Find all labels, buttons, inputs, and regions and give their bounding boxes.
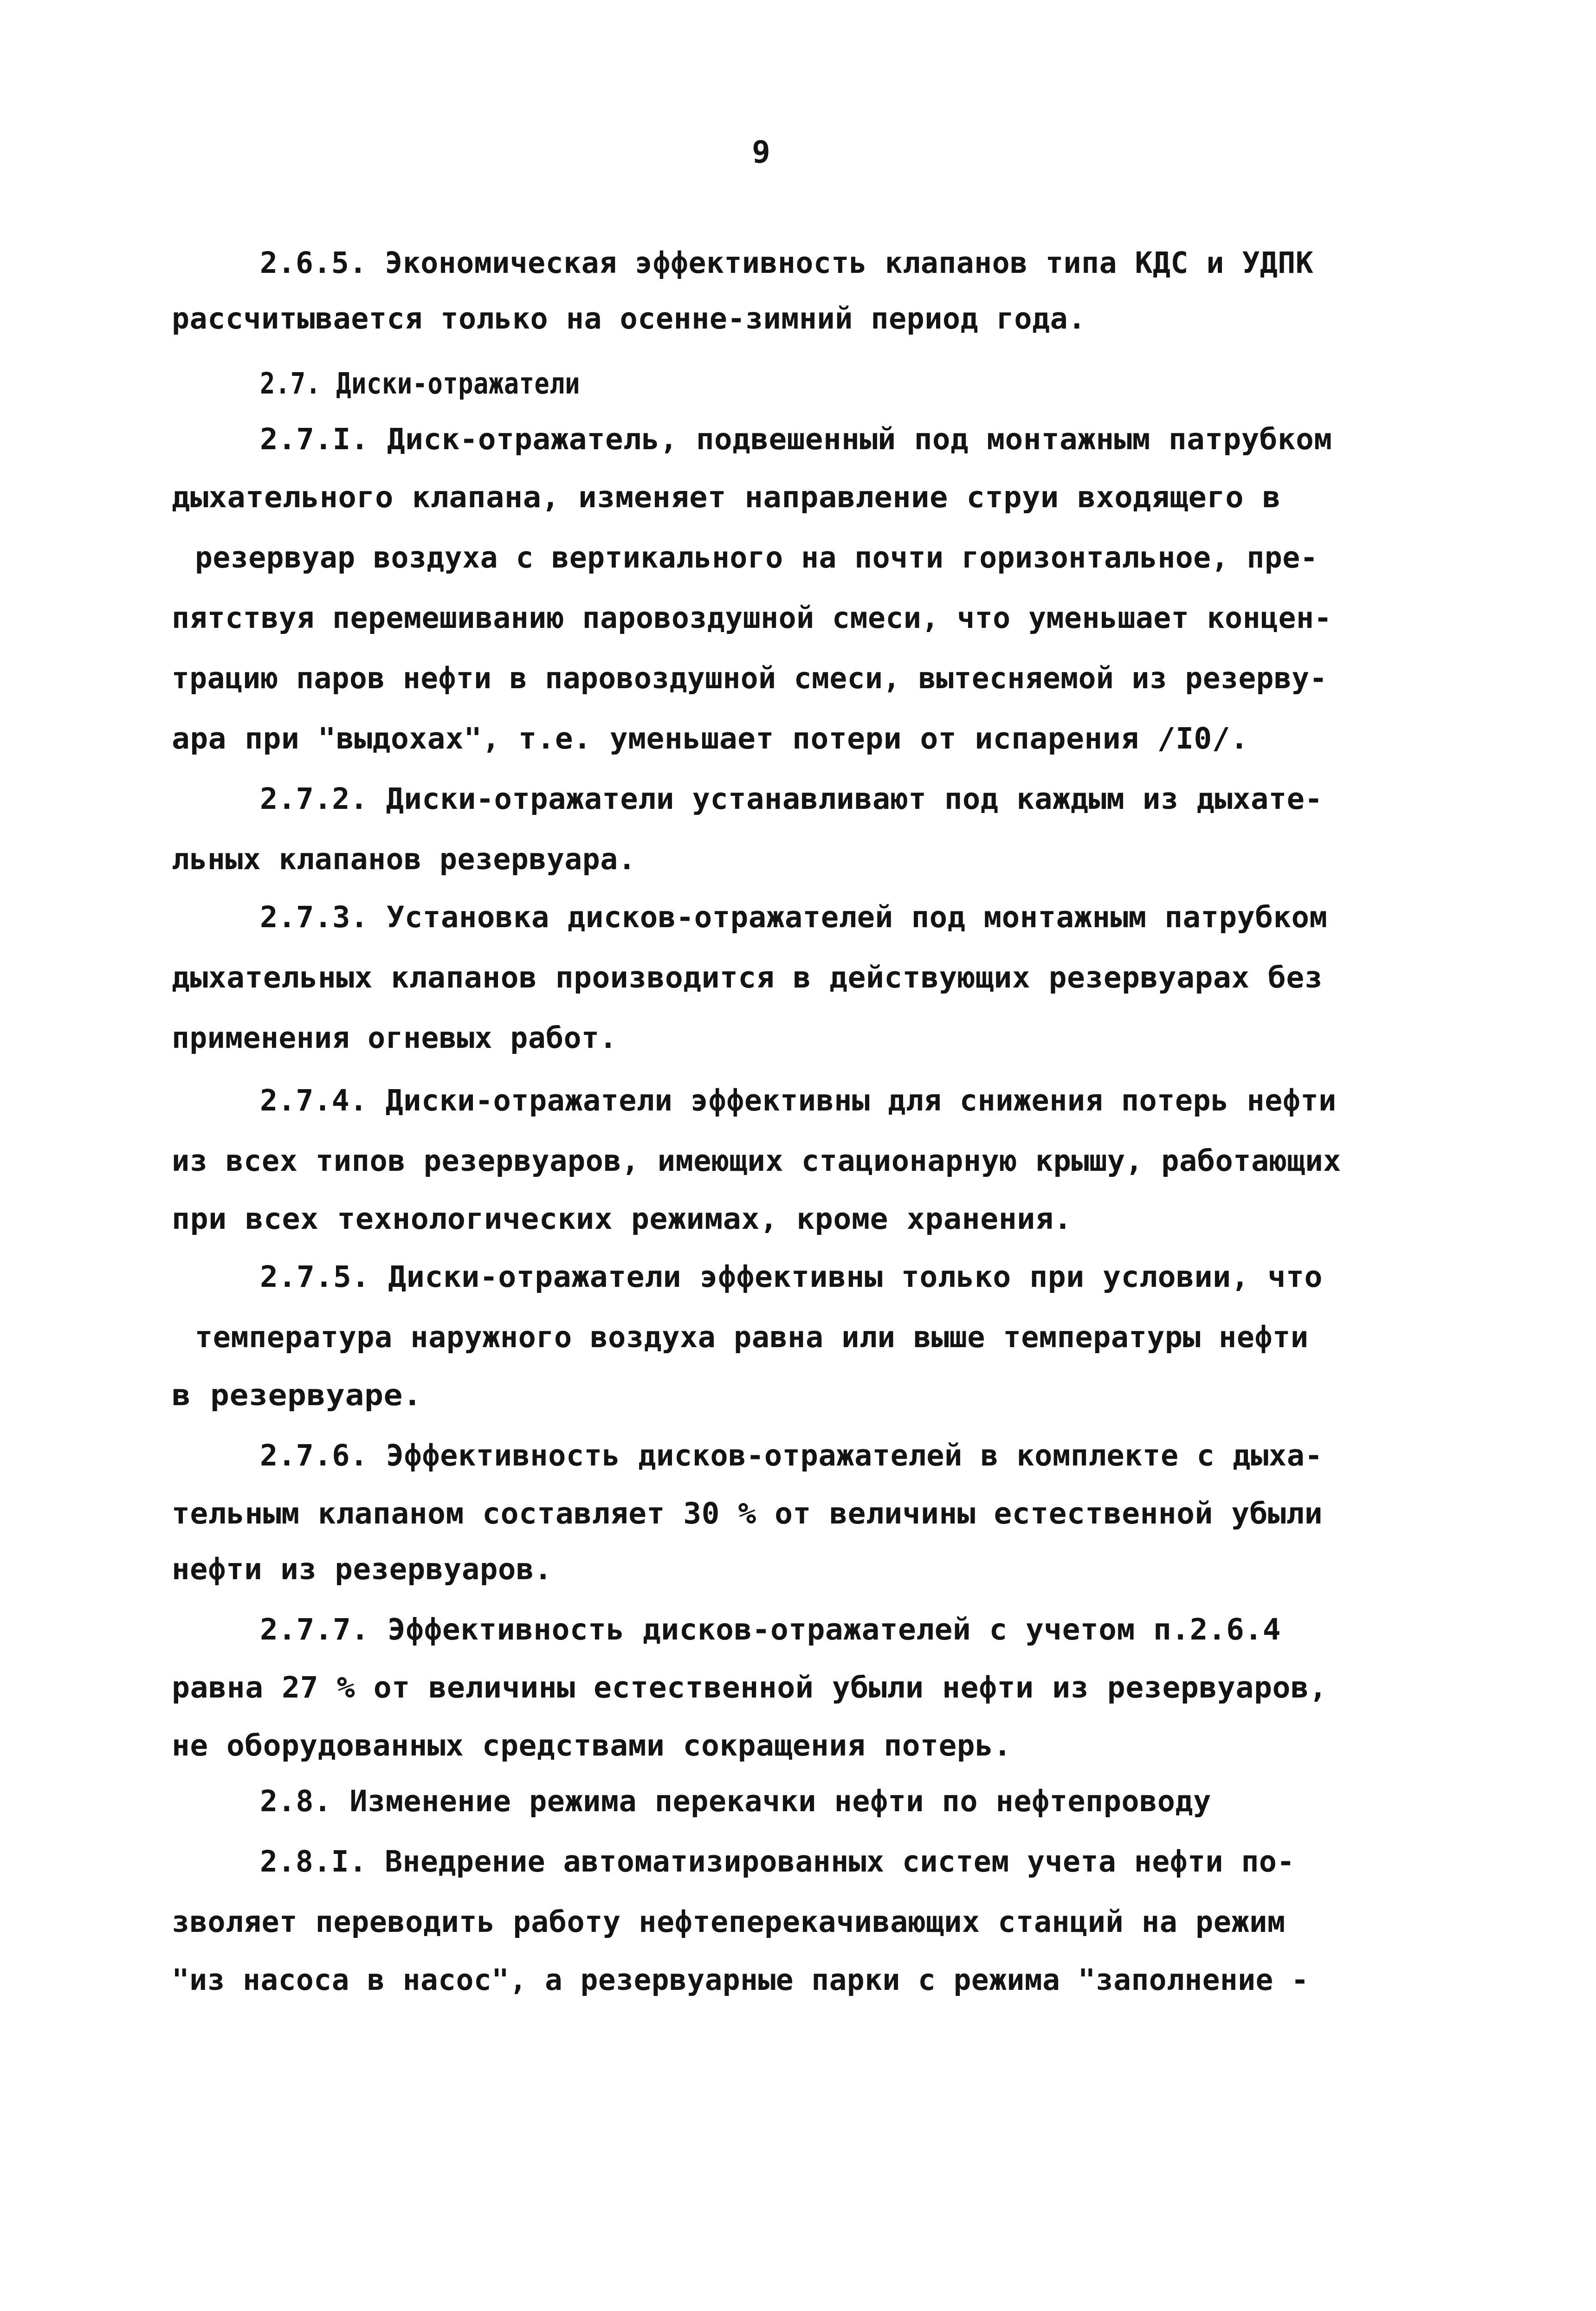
text-line: 2.7.7. Эффективность дисков-отражателей с учетом п.2.6.4 bbox=[260, 1613, 1281, 1646]
text-line: при всех технологических режимах, кроме хранения. bbox=[172, 1202, 1073, 1236]
text-line: дыхательного клапана, изменяет направление струи входящего в bbox=[172, 480, 1281, 514]
text-line: 2.6.5. Экономическая эффективность клапанов типа КДС и УДПК bbox=[260, 246, 1314, 280]
text-line: 2.7.6. Эффективность дисков-отражателей в комплекте с дыха- bbox=[260, 1439, 1323, 1472]
text-line: тельным клапаном составляет 30 % от величины естественной убыли bbox=[172, 1497, 1323, 1530]
text-line: пятствуя перемешиванию паровоздушной смеси, что уменьшает концен- bbox=[172, 601, 1332, 635]
text-line: дыхательных клапанов производится в действующих резервуарах без bbox=[172, 961, 1323, 994]
text-line: нефти из резервуаров. bbox=[172, 1552, 553, 1586]
text-line: температура наружного воздуха равна или выше температуры нефти bbox=[195, 1320, 1309, 1354]
text-line: зволяет переводить работу нефтеперекачивающих станций на режим bbox=[172, 1905, 1286, 1939]
text-line: 2.7.4. Диски-отражатели эффективны для снижения потерь нефти bbox=[260, 1084, 1337, 1117]
text-line: 2.7.I. Диск-отражатель, подвешенный под монтажным патрубком bbox=[260, 422, 1332, 456]
text-line: равна 27 % от величины естественной убыли нефти из резервуаров, bbox=[172, 1671, 1328, 1704]
text-line: рассчитывается только на осенне-зимний период года. bbox=[172, 302, 1086, 336]
text-line: 2.8.I. Внедрение автоматизированных систем учета нефти по- bbox=[260, 1845, 1295, 1878]
text-line: из всех типов резервуаров, имеющих стационарную крышу, работающих bbox=[172, 1144, 1341, 1178]
page-number: 9 bbox=[752, 134, 770, 170]
text-line: 2.7.2. Диски-отражатели устанавливают под каждым из дыхате- bbox=[260, 782, 1323, 816]
text-line: в резервуаре. bbox=[172, 1378, 422, 1412]
text-line: трацию паров нефти в паровоздушной смеси, вытесняемой из резерву- bbox=[172, 661, 1327, 695]
text-line: резервуар воздуха с вертикального на почти горизонтальное, пре- bbox=[195, 541, 1318, 575]
text-line: не оборудованных средствами сокращения потерь. bbox=[172, 1729, 1012, 1762]
text-line: применения огневых работ. bbox=[172, 1021, 617, 1055]
section-heading: 2.7. Диски-отражатели bbox=[260, 367, 580, 400]
text-line: 2.7.5. Диски-отражатели эффективны только при условии, что bbox=[260, 1260, 1323, 1294]
text-line: 2.7.3. Установка дисков-отражателей под монтажным патрубком bbox=[260, 900, 1328, 934]
text-line: ара при "выдохах", т.е. уменьшает потери от испарения /I0/. bbox=[172, 722, 1249, 755]
text-line: льных клапанов резервуара. bbox=[172, 842, 636, 876]
text-line: "из насоса в насос", а резервуарные парки с режима "заполнение - bbox=[172, 1963, 1309, 1997]
section-heading: 2.8. Изменение режима перекачки нефти по нефтепроводу bbox=[260, 1784, 1211, 1818]
